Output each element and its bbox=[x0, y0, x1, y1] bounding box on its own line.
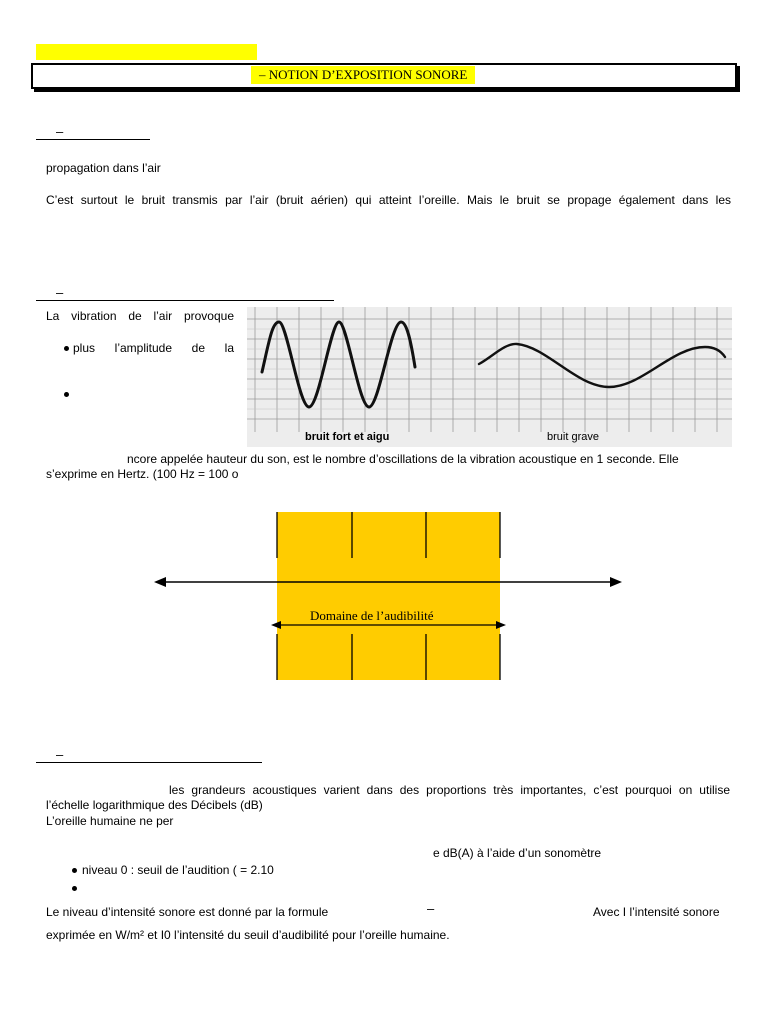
waveform-figure bbox=[247, 307, 732, 447]
bullet-dot bbox=[72, 886, 77, 891]
audibility-diagram bbox=[150, 510, 630, 685]
section1-line2: C’est surtout le bruit transmis par l’air (bruit aérien) qui atteint l’oreille. Mais le bruit se propage également dans les bbox=[46, 193, 731, 207]
section2-heading-dash: – bbox=[56, 285, 64, 300]
section2-line1: La vibration de l’air provoque bbox=[46, 309, 234, 323]
bullet-dot bbox=[64, 346, 69, 351]
section3-line2: l’échelle logarithmique des Décibels (dB) bbox=[46, 798, 263, 812]
page-title: – NOTION D’EXPOSITION SONORE bbox=[251, 66, 475, 84]
section3-heading-dash: – bbox=[56, 747, 64, 762]
formula-intensity: Avec I l’intensité sonore bbox=[593, 905, 720, 919]
frequency-line2: s’exprime en Hertz. (100 Hz = 100 o bbox=[46, 467, 239, 481]
formula-intro: Le niveau d’intensité sonore est donné par la formule bbox=[46, 905, 329, 919]
section1-heading-underline bbox=[36, 139, 150, 140]
formula-line2: exprimée en W/m² et I0 l’intensité du seuil d’audibilité pour l’oreille humaine. bbox=[46, 928, 450, 942]
audibility-zone bbox=[277, 512, 500, 680]
section3-bullet1: niveau 0 : seuil de l’audition ( = 2.10 bbox=[82, 863, 274, 877]
formula-dash: – bbox=[427, 901, 435, 916]
section1-line1: propagation dans l’air bbox=[46, 161, 161, 175]
wave-label-loud-high: bruit fort et aigu bbox=[305, 431, 390, 443]
audibility-label: Domaine de l’audibilité bbox=[310, 608, 434, 623]
section3-line1: les grandeurs acoustiques varient dans des proportions très importantes, c’est pourquoi on utilise bbox=[169, 783, 730, 797]
section1-heading-dash: – bbox=[56, 124, 64, 139]
frequency-line1: ncore appelée hauteur du son, est le nombre d’oscillations de la vibration acoustique en 1 seconde. Elle bbox=[127, 452, 679, 466]
section3-line3: L’oreille humaine ne per bbox=[46, 814, 174, 828]
waveform-graphic bbox=[247, 307, 732, 447]
section3-heading-underline bbox=[36, 762, 262, 763]
audibility-graphic bbox=[150, 510, 630, 685]
highlight-bar bbox=[36, 44, 257, 60]
wave-label-low: bruit grave bbox=[547, 431, 599, 443]
section3-line4: e dB(A) à l’aide d’un sonomètre bbox=[433, 846, 602, 860]
bullet-dot bbox=[72, 868, 77, 873]
section2-bullet1: plus l’amplitude de la bbox=[73, 341, 234, 355]
section2-heading-underline bbox=[36, 300, 334, 301]
bullet-dot bbox=[64, 392, 69, 397]
